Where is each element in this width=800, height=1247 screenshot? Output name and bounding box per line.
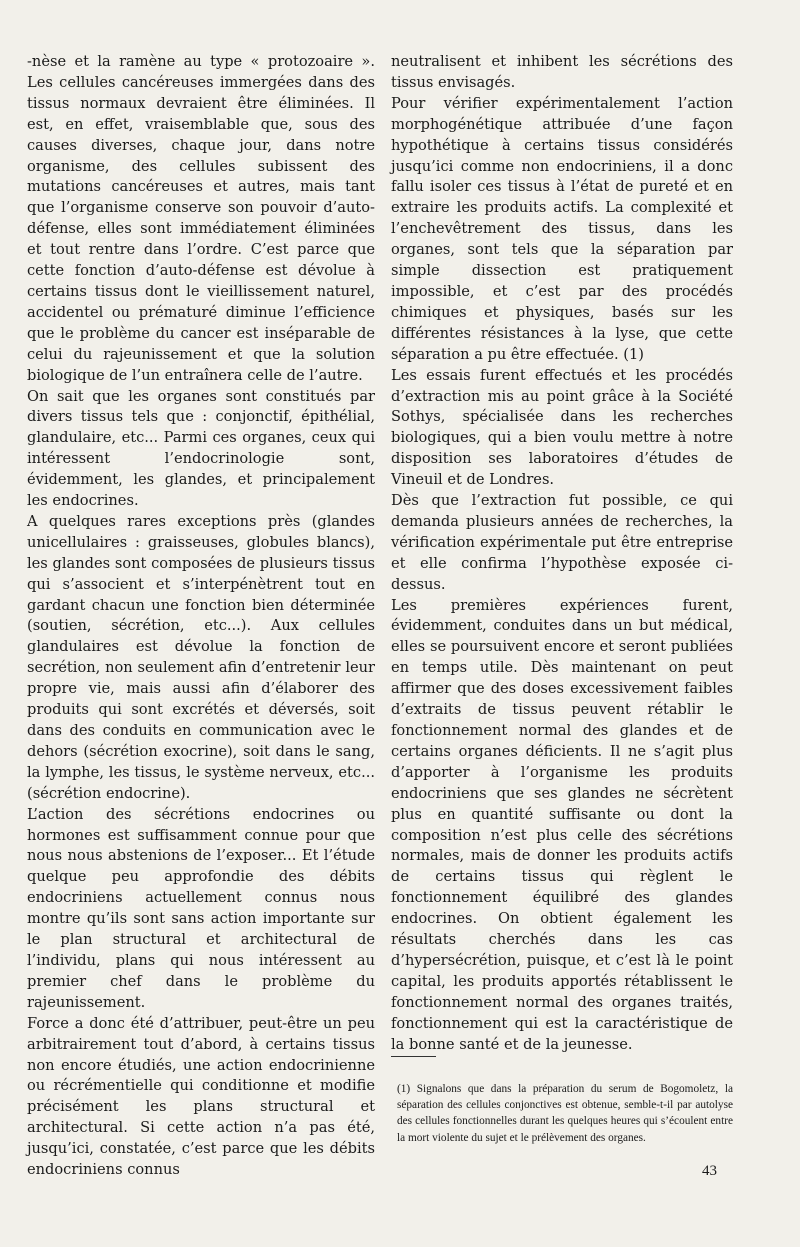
left-column [27, 52, 375, 1181]
paragraph: Les premières expériences furent, évidemment, conduites dans un but médical, elles se poursuivent encore et seront publiées en temps utile. Dès maintenant on peut affirmer que des doses excessivement faibles d’extraits de tissus peuvent rétablir le fonctionnement normal des glandes et de certains organes déficients. Il ne s’agit plus d’apporter à l’organisme les produits endocriniens que ses glandes ne sécrètent plus en quantité suffisante ou dont la composition n’est plus celle des sécrétions normales, mais de donner les produits actifs de certains tissus qui règlent le fonctionnement équilibré des glandes endocrines. On obtient également les résultats cherchés dans les cas d’hypersécrétion, puisque, et c’est là le point capital, les produits apportés rétablissent le fonctionnement normal des organes traités, fonctionnement qui est la caractéristique de la bonne santé et de la jeunesse. [391, 596, 733, 1053]
paragraph: neutralisent et inhibent les sécrétions des tissus envisagés. [391, 53, 733, 91]
paragraph: Les essais furent effectués et les procédés d’extraction mis au point grâce à la Société Sothys, spécialisée dans les recherches biologiques, qui a bien voulu mettre à notre disposition ses laboratoires d’études de Vineuil et de Londres. [391, 366, 733, 489]
footnote-divider [391, 1056, 436, 1057]
right-column [391, 52, 733, 1056]
paragraph: Pour vérifier expérimentalement l’action morphogénétique attribuée d’une façon hypothétique à certains tissus considérés jusqu’ici comme non endocriniens, il a donc fallu isoler ces tissus à l’état de pureté et en extraire les produits actifs. La complexité et l’enchevêtrement des tissus, dans les organes, sont tels que la séparation par simple dissection est pratiquement impossible, et c’est par des procédés chimiques et physiques, basés sur les différentes résistances à la lyse, que cette séparation a pu être effectuée. (1) [391, 94, 733, 363]
paragraph: -nèse et la ramène au type « protozoaire ». Les cellules cancéreuses immergées dans des tissus normaux devraient être éliminées. Il est, en effet, vraisemblable que, sous des causes diverses, chaque jour, dans notre organisme, des cellules subissent des mutations cancéreuses et autres, mais tant que l’organisme conserve son pouvoir d’auto-défense, elles sont immédiatement éliminées et tout rentre dans l’ordre. C’est parce que cette fonction d’auto-défense est dévolue à certains tissus dont le vieillissement naturel, accidentel ou prématuré diminue l’efficience que le problème du cancer est inséparable de celui du rajeunissement et que la solution biologique de l’un entraînera celle de l’autre. [27, 53, 375, 384]
paragraph: Dès que l’extraction fut possible, ce qui demanda plusieurs années de recherches, la vérification expérimentale put être entreprise et elle confirma l’hypothèse exposée ci-dessus. [391, 492, 733, 593]
page-number: 43 [702, 1163, 717, 1179]
paragraph: Force a donc été d’attribuer, peut-être un peu arbitrairement tout d’abord, à certains tissus non encore étudiés, une action endocrinienne ou récrémentielle qui conditionne et modifie précisément les plans structural et architectural. Si cette action n’a pas été, jusqu’ici, constatée, c’est parce que les débits endocriniens connus [27, 1014, 375, 1179]
paragraph: On sait que les organes sont constitués par divers tissus tels que : conjonctif, épithélial, glandulaire, etc... Parmi ces organes, ceux qui intéressent l’endocrinologie sont, évidemment, les glandes, et principalement les endocrines. [27, 387, 375, 510]
paragraph: L’action des sécrétions endocrines ou hormones est suffisamment connue pour que nous nous abstenions de l’exposer... Et l’étude quelque peu approfondie des débits endocriniens actuellement connus nous montre qu’ils sont sans action importante sur le plan structural et architectural de l’individu, plans qui nous intéressent au premier chef dans le problème du rajeunissement. [27, 805, 375, 1011]
paragraph: A quelques rares exceptions près (glandes unicellulaires : graisseuses, globules blancs), les glandes sont composées de plusieurs tissus qui s’associent et s’interpénètrent tout en gardant chacun une fonction bien déterminée (soutien, sécrétion, etc...). Aux cellules glandulaires est dévolue la fonction de secrétion, non seulement afin d’entretenir leur propre vie, mais aussi afin d’élaborer des produits qui sont excrétés et déversés, soit dans des conduits en communication avec le dehors (sécrétion exocrine), soit dans le sang, la lymphe, les tissus, le système nerveux, etc... (sécrétion endocrine). [27, 512, 375, 802]
footnote: (1) Signalons que dans la préparation du serum de Bogomoletz, la séparation des cellules conjonctives est obtenue, semble-t-il par autolyse des cellules fonctionnelles durant les quelques heures qui s’écoulent entre la mort violente du sujet et le prélèvement des organes. [397, 1083, 733, 1144]
